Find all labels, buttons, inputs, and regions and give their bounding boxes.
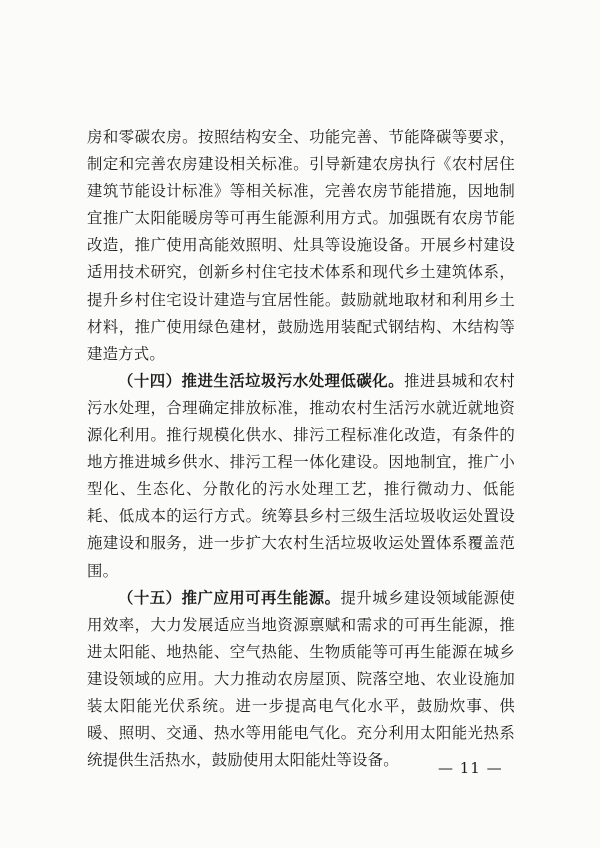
section-heading-15: （十五）推广应用可再生能源。 xyxy=(118,588,341,607)
paragraph-text: 推进县城和农村污水处理，合理确定排放标准，推动农村生活污水就近就地资源化利用。推行规模化供水、排污工程标准化改造，有条件的地方推进城乡供水、排污工程一体化建设。因地制宜，推广小型化、生态化、分散化的污水处理工艺，推行微动力、低能耗、低成本的运行方式。统筹县乡村三级生活垃圾收运处置设施建设和服务，进一步扩大农村生活垃圾收运处置体系覆盖范围。 xyxy=(87,371,515,580)
paragraph-section-15 xyxy=(87,585,515,775)
paragraph-text: 房和零碳农房。按照结构安全、功能完善、节能降碳等要求，制定和完善农房建设相关标准。引导新建农房执行《农村居住建筑节能设计标准》等相关标准，完善农房节能措施，因地制宜推广太阳能暖房等可再生能源利用方式。加强既有农房节能改造，推广使用高能效照明、灶具等设施设备。开展乡村建设适用技术研究，创新乡村住宅技术体系和现代乡土建筑体系，提升乡村住宅设计建造与宜居性能。鼓励就地取材和利用乡土材料，推广使用绿色建材，鼓励选用装配式钢结构、木结构等建造方式。 xyxy=(87,128,515,363)
section-heading-14: （十四）推进生活垃圾污水处理低碳化。 xyxy=(118,371,405,390)
paragraph-rural-housing xyxy=(87,124,515,368)
document-body xyxy=(87,124,515,774)
paragraph-section-14 xyxy=(87,368,515,585)
page-number: — 11 — xyxy=(438,759,503,777)
paragraph-text: 提升城乡建设领域能源使用效率，大力发展适应当地资源禀赋和需求的可再生能源，推进太阳能、地热能、空气热能、生物质能等可再生能源在城乡建设领域的应用。大力推动农房屋顶、院落空地、农业设施加装太阳能光伏系统。进一步提高电气化水平，鼓励炊事、供暖、照明、交通、热水等用能电气化。充分利用太阳能光热系统提供生活热水，鼓励使用太阳能灶等设备。 xyxy=(87,588,515,770)
